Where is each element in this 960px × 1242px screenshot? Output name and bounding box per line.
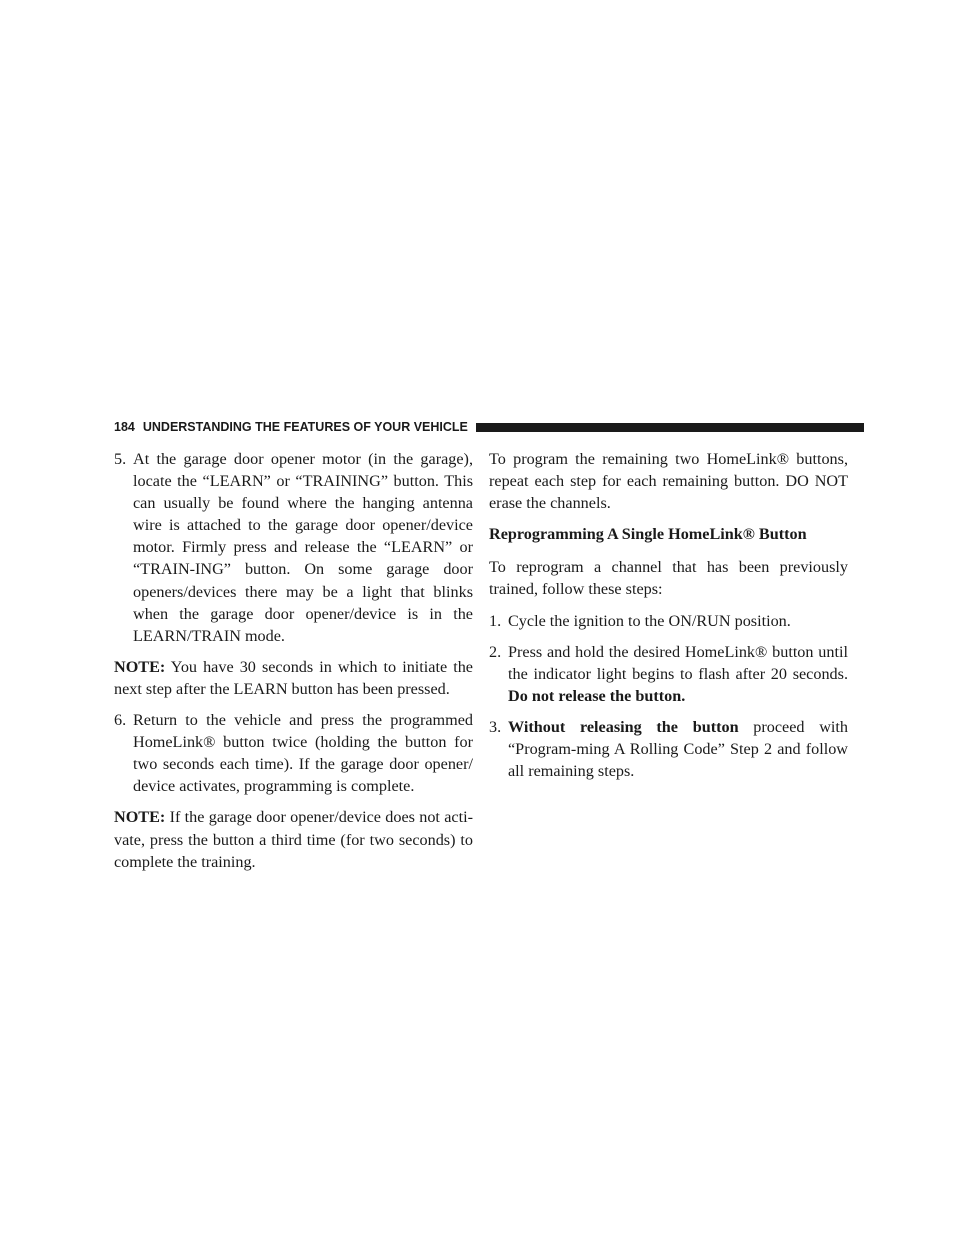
note-1 xyxy=(114,656,473,700)
lead-paragraph: To reprogram a channel that has been previously trained, follow these steps: xyxy=(489,558,848,599)
note-text: You have 30 seconds in which to initiate the next step after the LEARN button has been pressed. xyxy=(114,657,473,698)
step-5 xyxy=(114,448,473,647)
header-rule xyxy=(476,423,864,432)
page-number: 184 xyxy=(114,420,135,434)
section-title: UNDERSTANDING THE FEATURES OF YOUR VEHICLE xyxy=(142,420,468,434)
intro-paragraph: To program the remaining two HomeLink® buttons, repeat each step for each remaining button. DO NOT erase the channels. xyxy=(489,450,848,513)
step-2 xyxy=(489,641,848,707)
right-column xyxy=(489,448,848,791)
note-label: NOTE: xyxy=(114,808,166,827)
step-bold-text: Without releasing the button xyxy=(508,717,739,736)
page-header xyxy=(114,416,864,438)
step-text-wrap xyxy=(508,716,848,782)
step-6 xyxy=(114,709,473,797)
step-text: Press and hold the desired HomeLink® button until the indicator light begins to flash after 20 seconds. xyxy=(508,642,848,683)
step-number: 5. xyxy=(114,450,127,468)
step-text: At the garage door opener motor (in the garage), locate the “LEARN” or “TRAINING” button. This can usually be found where the hanging antenna wire is attached to the garage door opener/device motor. Firmly press and release the “LEARN” or “TRAIN-ING” button. On some garage door openers/devices there may be a light that blinks when the garage door opener/device is in the LEARN/TRAIN mode. xyxy=(133,450,473,645)
note-2 xyxy=(114,806,473,872)
step-1 xyxy=(489,610,848,632)
step-text: Cycle the ignition to the ON/RUN position. xyxy=(508,611,791,630)
step-number: 1. xyxy=(489,611,502,630)
note-label: NOTE: xyxy=(114,657,166,676)
step-number: 3. xyxy=(489,717,502,736)
left-column xyxy=(114,448,473,882)
step-text: proceed with “Program-ming A Rolling Code” Step 2 and follow all remaining steps. xyxy=(508,717,848,781)
step-3 xyxy=(489,716,848,782)
step-text-wrap xyxy=(508,641,848,707)
step-text: Return to the vehicle and press the programmed HomeLink® button twice (holding the button for two seconds each time). If the garage door opener/ device activates, programming is complete. xyxy=(133,711,473,796)
step-bold-text: Do not release the button. xyxy=(508,686,686,705)
step-number: 2. xyxy=(489,642,502,661)
step-number: 6. xyxy=(114,711,127,730)
note-text: If the garage door opener/device does not acti-vate, press the button a third time (for two seconds) to complete the training. xyxy=(114,808,473,871)
subheading: Reprogramming A Single HomeLink® Button xyxy=(489,525,807,544)
